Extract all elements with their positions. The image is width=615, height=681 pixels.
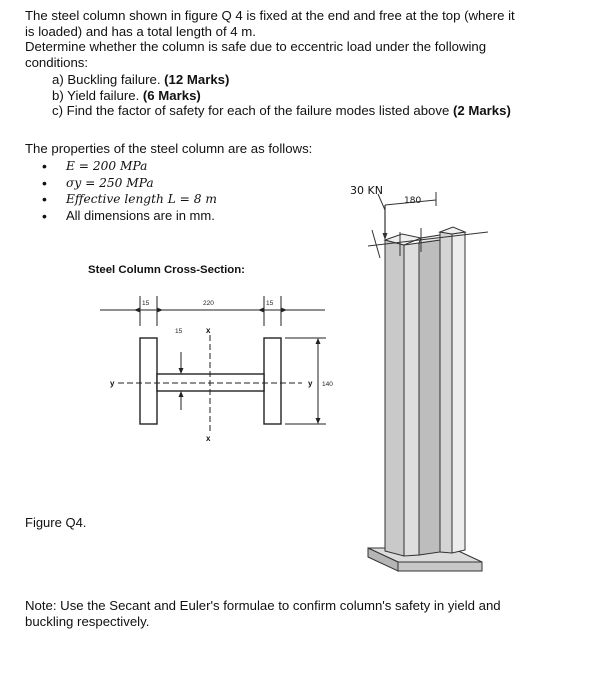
property-modulus: E = 200 MPa: [66, 159, 148, 173]
axis-y-right: y: [308, 379, 313, 388]
task-text: b) Yield failure.: [52, 87, 143, 103]
task-marks: (2 Marks): [452, 103, 511, 119]
intro-line: is loaded) and has a total length of 4 m.: [25, 23, 256, 39]
dim-width: 220: [203, 300, 214, 307]
axis-x-bottom: x: [206, 434, 211, 443]
intro-line: The steel column shown in figure Q 4 is fixed at the end and free at the top (where it: [25, 8, 515, 23]
task-text: c) Find the factor of safety for each of the failure modes listed above: [52, 103, 453, 119]
properties-heading: The properties of the steel column are as follows:: [25, 141, 313, 156]
left-flange: [140, 338, 157, 424]
intro-line: Determine whether the column is safe due to eccentric load under the following: [25, 39, 487, 55]
note: [25, 598, 575, 630]
column-sketch: [368, 192, 488, 571]
task-marks: (12 Marks): [164, 72, 230, 87]
property-yield-stress: σy = 250 MPa: [66, 175, 154, 190]
task-text: a) Buckling failure.: [52, 72, 165, 87]
property-effective-length: Effective length L = 8 m: [66, 192, 217, 206]
right-flange: [264, 338, 281, 424]
task-marks: (6 Marks): [142, 87, 201, 103]
note-line: buckling respectively.: [25, 614, 150, 629]
axis-x-top: x: [206, 326, 211, 335]
eccentricity-label: 180: [404, 196, 422, 206]
dim-web: 15: [175, 328, 183, 335]
dim-left-flange: 15: [142, 300, 150, 307]
dim-depth: 140: [322, 381, 333, 388]
load-label: 30 KN: [350, 184, 383, 197]
property-units: All dimensions are in mm.: [66, 207, 215, 223]
intro-line: conditions:: [25, 54, 89, 70]
axis-y-left: y: [110, 379, 115, 388]
note-line: Note: Use the Secant and Euler's formulae to confirm column's safety in yield and: [25, 598, 501, 613]
cross-section-title: Steel Column Cross-Section:: [88, 264, 245, 276]
figure-label: Figure Q4.: [25, 515, 87, 530]
dim-right-flange: 15: [266, 300, 274, 307]
